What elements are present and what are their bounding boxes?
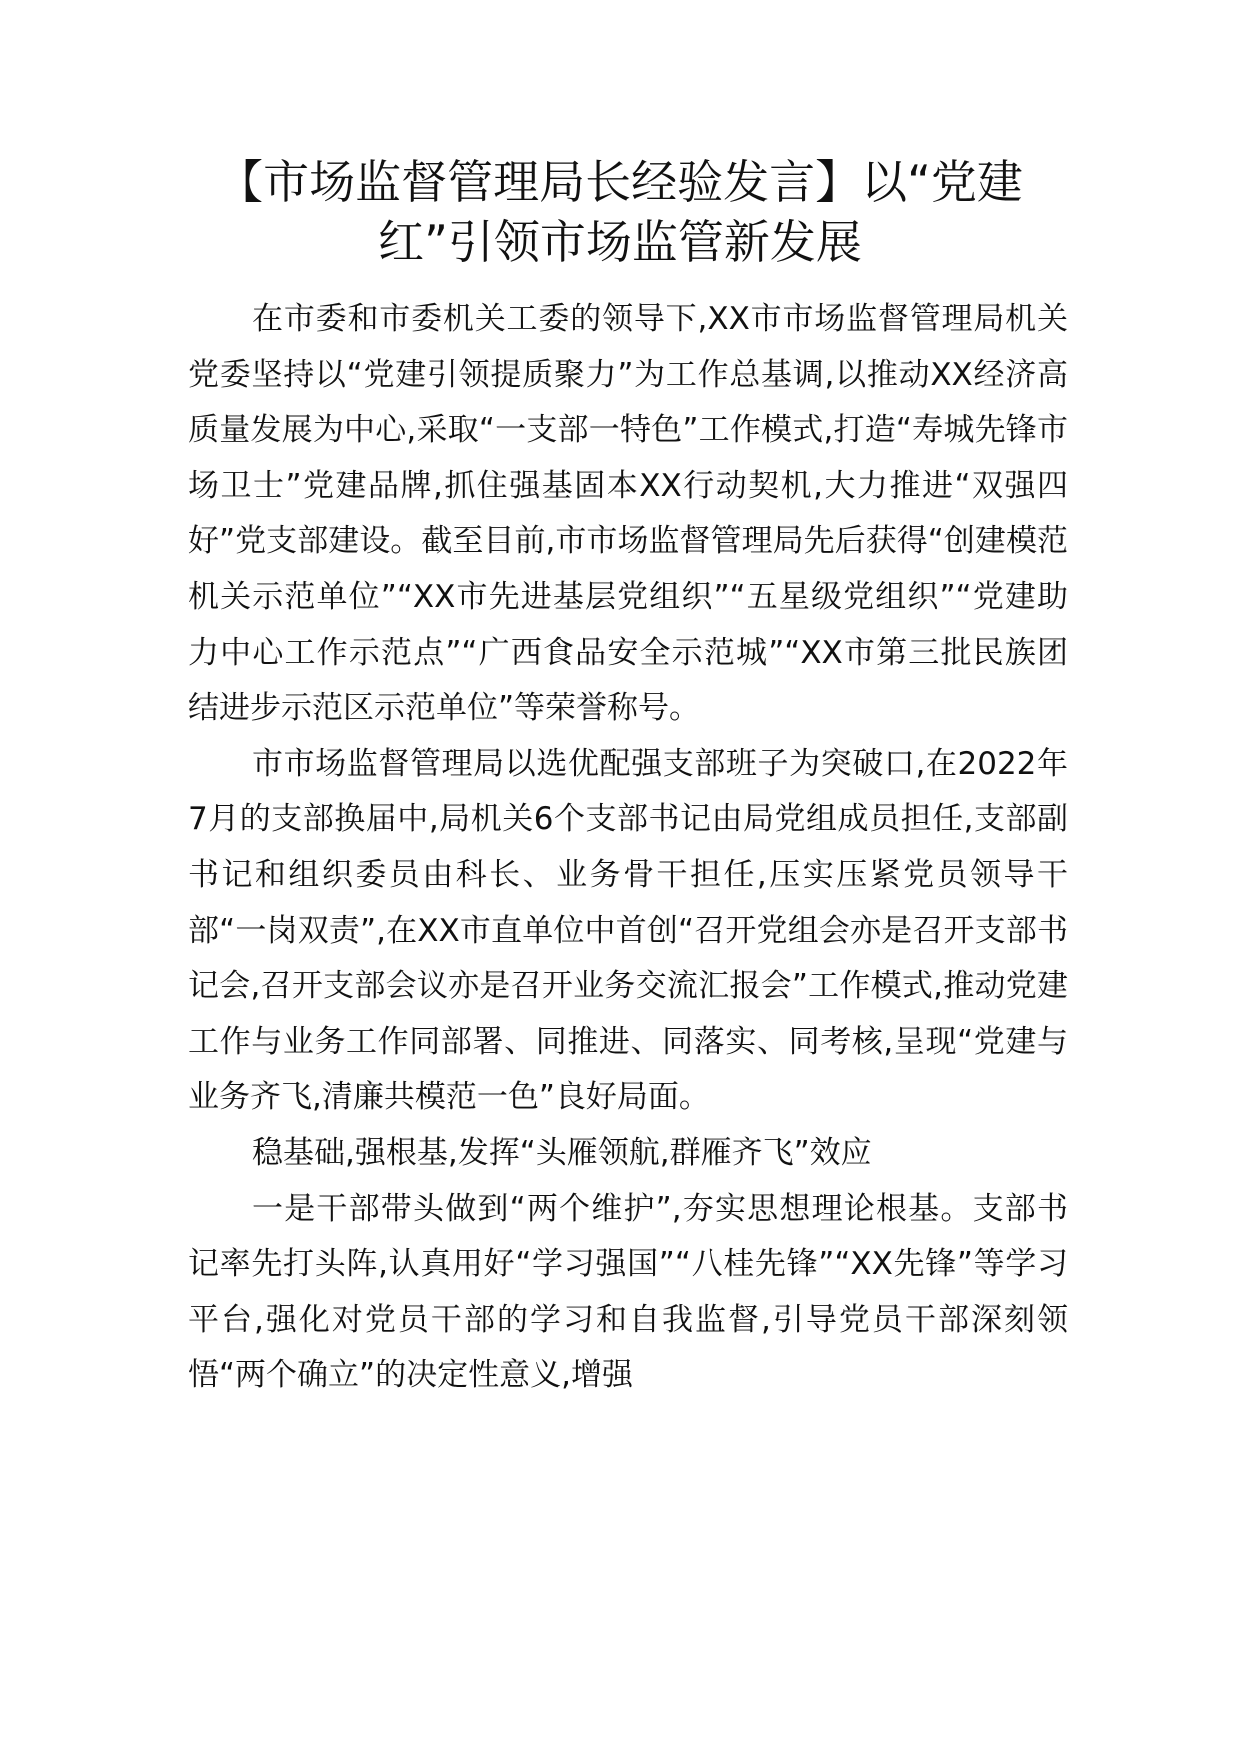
section-heading: 稳基础,强根基,发挥“头雁领航,群雁齐飞”效应 [252, 1134, 872, 1171]
paragraph-branch-leadership: 市市场监督管理局以选优配强支部班子为突破口,在2022年7月的支部换届中,局机关6个支部书记由局党组成员担任,支部副书记和组织委员由科长、业务骨干担任,压实压紧党员领导干部“一岗双责”,在XX市直单位中首创“召开党组会亦是召开支部书记会,召开支部会议亦是召开业务交流汇报会”工作模式,推动党建工作与业务工作同部署、同推进、同落实、同考核,呈现“党建与业务齐飞,清廉共模范一色”良好局面。 [188, 745, 1068, 1116]
document-title: 【市场监督管理局长经验发言】以“党建红”引领市场监管新发展 [217, 155, 1023, 269]
document-body [188, 292, 1068, 1404]
paragraph-intro: 在市委和市委机关工委的领导下,XX市市场监督管理局机关党委坚持以“党建引领提质聚力”为工作总基调,以推动XX经济高质量发展为中心,采取“一支部一特色”工作模式,打造“寿城先锋市场卫士”党建品牌,抓住强基固本XX行动契机,大力推进“双强四好”党支部建设。截至目前,市市场监督管理局先后获得“创建模范机关示范单位”“XX市先进基层党组织”“五星级党组织”“党建助力中心工作示范点”“广西食品安全示范城”“XX市第三批民族团结进步示范区示范单位”等荣誉称号。 [188, 301, 1068, 727]
paragraph-point-one: 一是干部带头做到“两个维护”,夯实思想理论根基。支部书记率先打头阵,认真用好“学习强国”“八桂先锋”“XX先锋”等学习平台,强化对党员干部的学习和自我监督,引导党员干部深刻领悟“两个确立”的决定性意义,增强 [188, 1190, 1068, 1394]
